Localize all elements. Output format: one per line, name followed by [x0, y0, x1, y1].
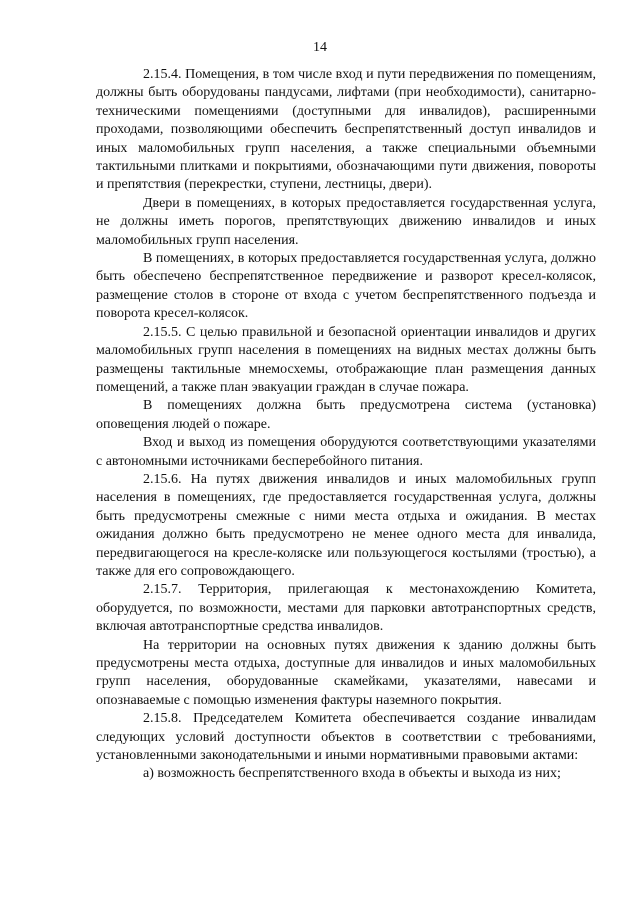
document-body [96, 66, 596, 784]
paragraph-2-15-7: 2.15.7. Территория, прилегающая к местонахождению Комитета, оборудуется, по возможности, местами для парковки автотранспортных средств, включая автотранспортные средства инвалидов. [96, 582, 596, 635]
paragraph-2-15-4: 2.15.4. Помещения, в том числе вход и пути передвижения по помещениям, должны быть оборудованы пандусами, лифтами (при необходимости), санитарно-техническими помещениями (доступными для инвалидов), расширенными проходами, позволяющими обеспечить беспрепятственный доступ инвалидов и иных маломобильных групп населения, а также специальными объемными тактильными плитками и покрытиями, обозначающими пути движения, повороты и препятствия (перекрестки, ступени, лестницы, двери). [96, 67, 596, 193]
paragraph-2-15-8: 2.15.8. Председателем Комитета обеспечивается создание инвалидам следующих условий доступности объектов в соответствии с требованиями, установленными законодательными и иными нормативными правовыми актами: [96, 711, 596, 764]
paragraph-fire-alarm: В помещениях должна быть предусмотрена система (установка) оповещения людей о пожаре. [96, 398, 596, 432]
paragraph-2-15-5: 2.15.5. С целью правильной и безопасной ориентации инвалидов и других маломобильных групп населения в помещениях на видных местах должны быть размещены тактильные мнемосхемы, отображающие план размещения данных помещений, а также план эвакуации граждан в случае пожара. [96, 324, 596, 395]
paragraph-entrance-exit: Вход и выход из помещения оборудуются соответствующими указателями с автономными источниками бесперебойного питания. [96, 435, 596, 469]
paragraph-territory-rest-areas: На территории на основных путях движения к зданию должны быть предусмотрены места отдыха, доступные для инвалидов и иных маломобильных групп населения, оборудованные скамейками, указателями, навесами и опознаваемые с помощью изменения фактуры наземного покрытия. [96, 637, 596, 708]
paragraph-wheelchair-movement: В помещениях, в которых предоставляется государственная услуга, должно быть обеспечено беспрепятственное передвижение и разворот кресел-колясок, размещение столов в стороне от входа с учетом беспрепятственного подъезда и поворота кресел-колясок. [96, 251, 596, 322]
paragraph-doors: Двери в помещениях, в которых предоставляется государственная услуга, не должны иметь порогов, препятствующих движению инвалидов и иных маломобильных групп населения. [96, 195, 596, 248]
page-number: 14 [313, 40, 327, 55]
paragraph-item-a: а) возможность беспрепятственного входа в объекты и выхода из них; [143, 766, 561, 782]
paragraph-2-15-6: 2.15.6. На путях движения инвалидов и иных маломобильных групп населения в помещениях, где предоставляется государственная услуга, должны быть предусмотрены смежные с ними места отдыха и ожидания. В местах ожидания должно быть предусмотрено не менее одного места для инвалида, передвигающегося на кресле-коляске или пользующегося костылями (тростью), а также для его сопровождающего. [96, 471, 596, 579]
